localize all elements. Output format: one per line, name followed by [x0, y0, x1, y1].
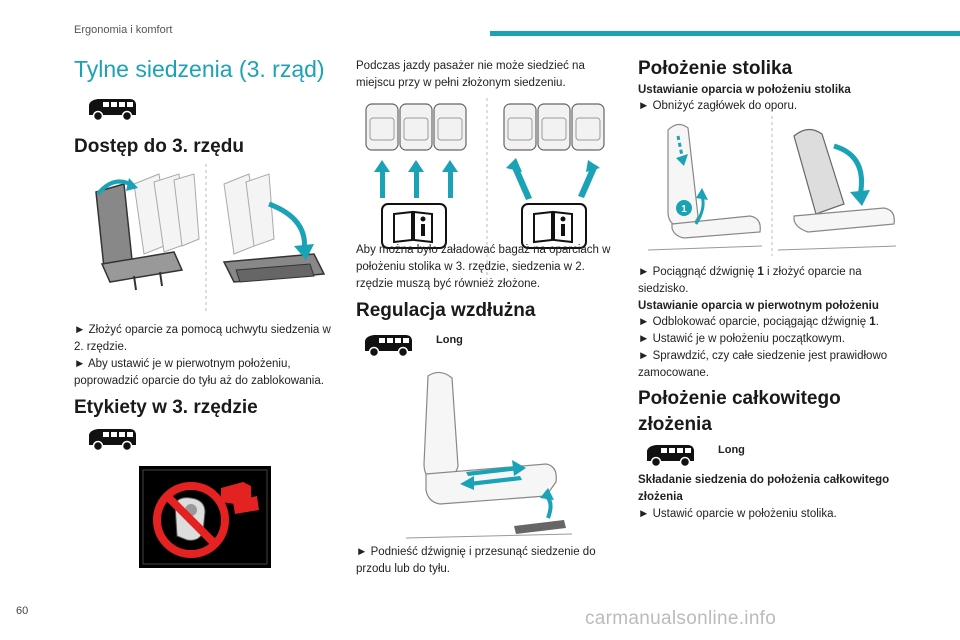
table-heading: Położenie stolika: [638, 58, 793, 79]
restore-step-1: [638, 314, 900, 331]
restore-subheading: Ustawianie oparcia w pierwotnym położeniu: [638, 300, 879, 312]
long-label: Long: [436, 334, 463, 346]
access-text-2: ► Aby ustawić je w pierwotnym położeniu, poprowadzić oparcie do tyłu aż do zablokowania.: [74, 358, 324, 387]
no-child-seat-label: [139, 466, 271, 568]
page-number: 60: [16, 605, 29, 617]
table-step-2-text-c: i złożyć oparcie na siedzisko.: [638, 266, 862, 295]
van-icon: [644, 442, 696, 468]
restore-step-1-text-c: .: [875, 316, 879, 328]
intro-text: Podczas jazdy pasażer nie może siedzieć na miejscu przy w pełni złożonym siedzeniu.: [356, 60, 585, 89]
seat-illustration-table-position: [638, 116, 900, 256]
load-text: Aby można było załadować bagaż na oparciach w położeniu stolika w 3. rzędzie, siedzenia w 2. rzędzie muszą być również złożone.: [356, 244, 611, 290]
watermark: carmanualsonline.info: [585, 608, 777, 629]
section-title: Tylne siedzenia (3. rząd): [74, 56, 325, 82]
labels-heading: Etykiety w 3. rzędzie: [74, 397, 258, 418]
table-step-1: ► Obniżyć zagłówek do oporu.: [638, 100, 798, 112]
table-step-2: [638, 264, 900, 298]
long-label: Long: [718, 444, 745, 456]
restore-step-1-text-a: ► Odblokować oparcie, pociągając dźwignię: [638, 316, 870, 328]
full-fold-heading-line-2: złożenia: [638, 414, 712, 435]
full-fold-step: ► Ustawić oparcie w położeniu stolika.: [638, 508, 837, 520]
running-title: Ergonomia i komfort: [74, 24, 173, 36]
table-step-2-text-a: ► Pociągnąć dźwignię: [638, 266, 758, 278]
callout-number: 1: [681, 204, 687, 215]
table-subheading: Ustawianie oparcia w położeniu stolika: [638, 84, 851, 96]
adjust-heading: Regulacja wzdłużna: [356, 300, 536, 321]
van-icon: [362, 332, 414, 358]
seat-illustration-longitudinal: [396, 366, 576, 542]
restore-step-1-lever: 1: [869, 316, 876, 328]
seat-illustration-access: [74, 164, 336, 314]
access-heading: Dostęp do 3. rzędu: [74, 136, 244, 157]
header-accent-bar: [490, 31, 960, 36]
full-fold-subheading-line-2: złożenia: [638, 491, 683, 503]
restore-step-3: ► Sprawdzić, czy całe siedzenie jest prawidłowo zamocowane.: [638, 350, 888, 379]
full-fold-subheading-line-1: Składanie siedzenia do położenia całkowitego: [638, 474, 890, 486]
van-icon: [86, 426, 138, 452]
full-fold-heading-line-1: Położenie całkowitego: [638, 388, 841, 409]
van-icon: [86, 96, 138, 122]
access-text-1: ► Złożyć oparcie za pomocą uchwytu siedzenia w 2. rzędzie.: [74, 324, 331, 353]
table-step-2-lever: 1: [757, 266, 764, 278]
restore-step-2: ► Ustawić je w położeniu początkowym.: [638, 333, 845, 345]
adjust-text: ► Podnieść dźwignię i przesunąć siedzenie do przodu lub do tyłu.: [356, 546, 596, 575]
